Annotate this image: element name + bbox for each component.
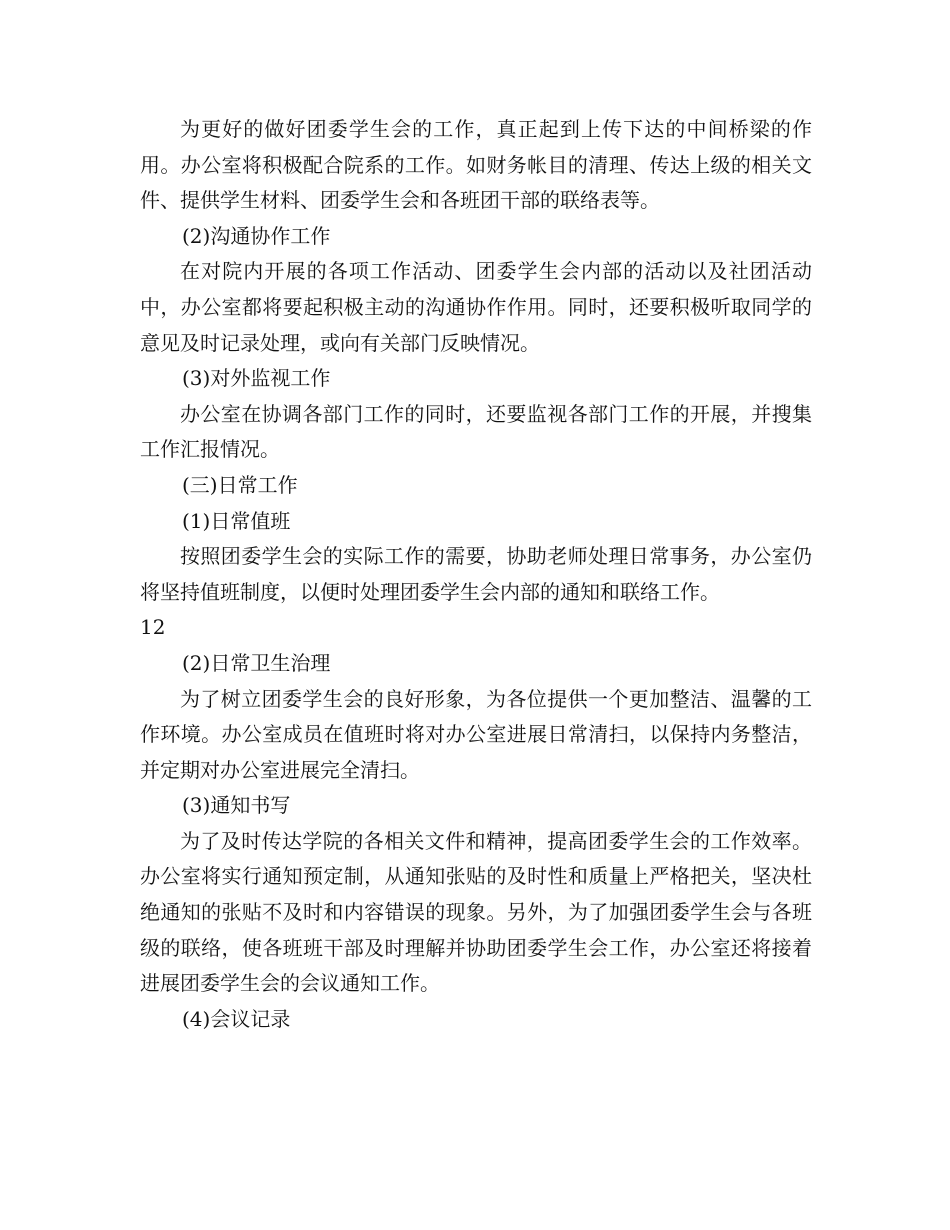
paragraph-hygiene-management: 为了树立团委学生会的良好形象，为各位提供一个更加整洁、温馨的工作环境。办公室成员在值班时将对办公室进展日常清扫，以保持内务整洁，并定期对办公室进展完全清扫。 [140, 686, 812, 782]
paragraph-communication-cooperation: 在对院内开展的各项工作活动、团委学生会内部的活动以及社团活动中，办公室都将要起积极主动的沟通协作作用。同时，还要积极听取同学的意见及时记录处理，或向有关部门反映情况。 [140, 259, 812, 355]
paragraph-daily-duty: 按照团委学生会的实际工作的需要，协助老师处理日常事务，办公室仍将坚持值班制度，以便时处理团委学生会内部的通知和联络工作。 [140, 544, 812, 604]
heading-external-supervision: (3)对外监视工作 [182, 366, 331, 391]
heading-hygiene-management: (2)日常卫生治理 [182, 650, 331, 675]
heading-daily-duty: (1)日常值班 [182, 508, 291, 533]
document-page [140, 112, 812, 1037]
paragraph-external-supervision: 办公室在协调各部门工作的同时，还要监视各部门工作的开展，并搜集工作汇报情况。 [140, 401, 812, 462]
heading-notice-writing: (3)通知书写 [182, 793, 291, 818]
heading-meeting-minutes: (4)会议记录 [182, 1006, 291, 1031]
heading-communication-cooperation: (2)沟通协作工作 [182, 223, 331, 248]
heading-daily-work: (三)日常工作 [182, 472, 298, 497]
paragraph-notice-writing: 为了及时传达学院的各相关文件和精神，提高团委学生会的工作效率。办公室将实行通知预定制，从通知张贴的及时性和质量上严格把关，坚决杜绝通知的张贴不及时和内容错误的现象。另外，为了加强团委学生会与各班级的联络，使各班班干部及时理解并协助团委学生会工作，办公室还将接着进展团委学生会的会议通知工作。 [140, 828, 812, 996]
page-number: 12 [140, 615, 166, 640]
paragraph-liaison-bridge: 为更好的做好团委学生会的工作，真正起到上传下达的中间桥梁的作用。办公室将积极配合院系的工作。如财务帐目的清理、传达上级的相关文件、提供学生材料、团委学生会和各班团干部的联络表等。 [140, 117, 812, 213]
